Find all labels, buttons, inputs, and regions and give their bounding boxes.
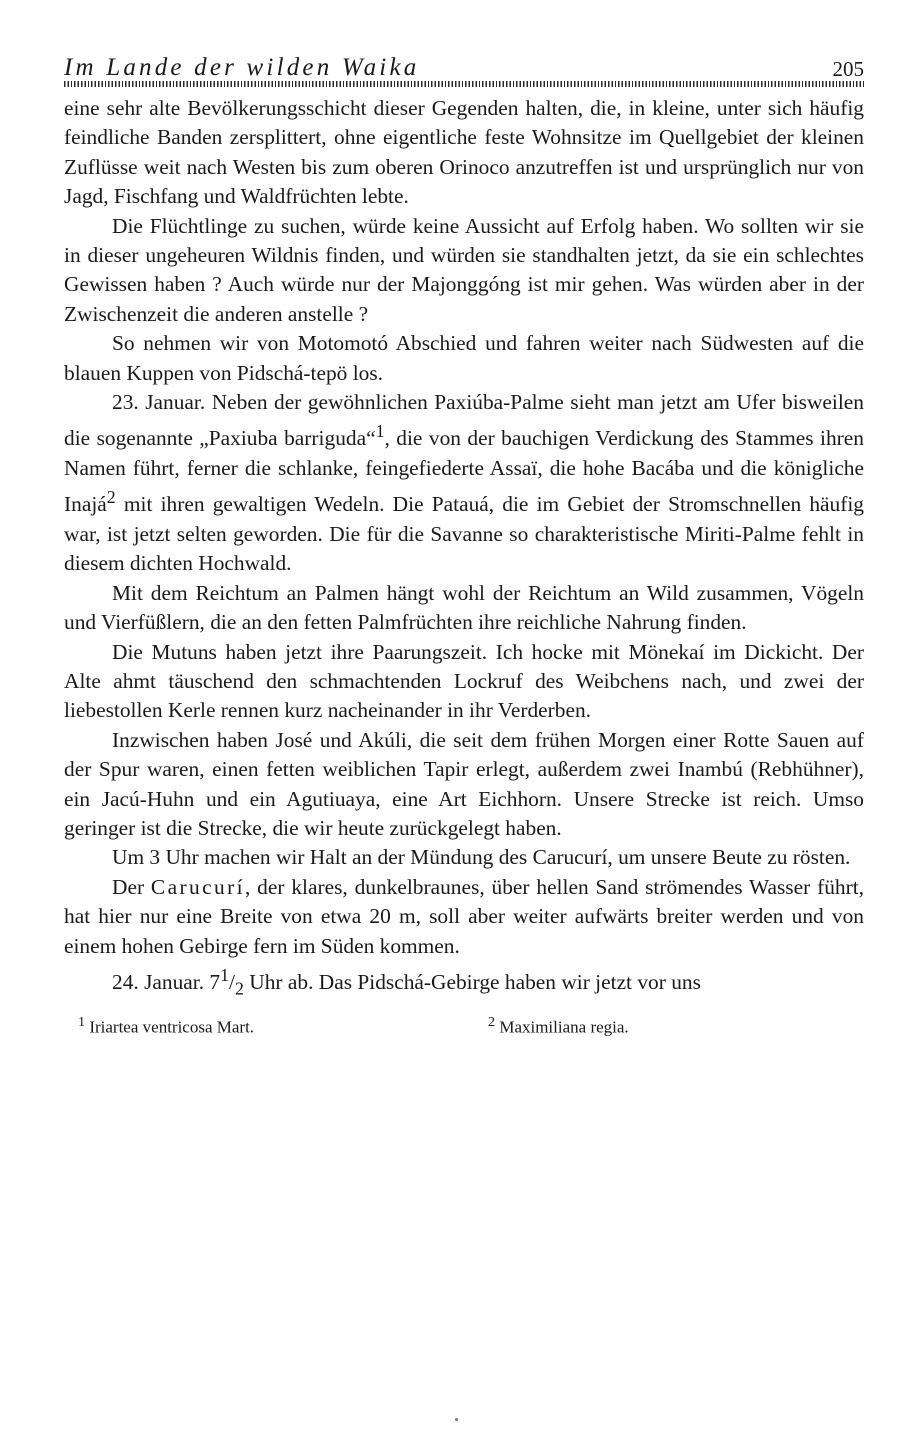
paragraph [64,961,864,1004]
text-run: eine sehr alte Bevölkerungsschicht dieser Gegenden halten, die, in kleine, unter sich häufig feindliche Banden zersplittert, ohne eigentliche feste Wohnsitze im Quellgebiet der kleinen Zuflüsse weit nach Westen bis zum oberen Orinoco anzutreffen ist und ursprünglich nur von Jagd, Fischfang und Waldfrüchten lebte. [64,96,864,209]
book-page [64,52,864,1036]
footnote-marker: 2 [488,1013,496,1030]
text-run: 23. Januar. Neben der gewöhnlichen Paxiúba-Palme sieht man jetzt am Ufer bisweilen die sogenannte „Paxiuba barriguda“ [64,390,864,451]
text-run: Inzwischen haben José und Akúli, die seit dem frühen Morgen einer Rotte Sauen auf der Spur waren, einen fetten weiblichen Tapir erlegt, außerdem zwei Inambú (Rebhühner), ein Jacú-Huhn und ein Agutiuaya, eine Art Eichhorn. Unsere Strecke ist reich. Umso geringer ist die Strecke, die wir heute zurückgelegt haben. [64,727,864,840]
footnote-marker: 1 [78,1013,86,1030]
paragraph [64,638,864,726]
paper-speck [455,1418,458,1421]
footnotes [64,1010,864,1036]
superscript: 1 [220,965,230,986]
paragraph [64,726,864,844]
header-rule [64,81,864,87]
text-run: Die Mutuns haben jetzt ihre Paarungszeit. Ich hocke mit Mönekaí im Dickicht. Der Alte ahmt täuschend den schmachtenden Lockruf des Weibchens nach, und zwei der liebestollen Kerle rennen kurz nacheinander in ihr Verderben. [64,639,864,723]
superscript: 1 [375,421,385,442]
text-run: Die Flüchtlinge zu suchen, würde keine Aussicht auf Erfolg haben. Wo sollten wir sie in dieser ungeheuren Wildnis finden, und würden sie standhalten jetzt, da sie ein schlechtes Gewissen haben ? Auch würde nur der Majonggóng ist mir gehen. Was würden aber in der Zwischenzeit die anderen anstelle ? [64,213,864,326]
footnote-1 [78,1010,254,1040]
footnote-text: Iriartea ventricosa Mart. [89,1017,255,1037]
subscript: 2 [235,978,244,999]
page-number: 205 [832,57,864,81]
text-run: mit ihren gewaltigen Wedeln. Die Patauá, die im Gebiet der Stromschnellen häufig war, ist jetzt selten geworden. Die für die Savanne so charakteristische Miriti-Palme fehlt in diesem dichten Hochwald. [64,492,864,576]
paragraph [64,212,864,330]
text-run: Uhr ab. Das Pidschá-Gebirge haben wir jetzt vor uns [243,970,701,995]
footnote-text: Maximiliana regia. [499,1017,629,1037]
paragraph [64,329,864,388]
paragraph [64,579,864,638]
text-run: 24. Januar. 7 [112,970,221,995]
text-run: Mit dem Reichtum an Palmen hängt wohl der Reichtum an Wild zusammen, Vögeln und Vierfüßlern, die an den fetten Palmfrüchten ihre reichliche Nahrung finden. [64,580,864,635]
paragraph [64,873,864,961]
text-run: , die von der bauchigen Verdickung des Stammes ihren Namen führt, ferner die schlanke, feingefiederte Assaï, die hohe Bacába und die königliche Inajá [64,426,864,517]
page-header [64,52,864,86]
paragraph [64,388,864,579]
text-run: Der [112,874,151,899]
text-run: , der klares, dunkelbraunes, über hellen Sand strömendes Wasser führt, hat hier nur eine Breite von etwa 20 m, soll aber weiter aufwärts breiter werden und von einem hohen Gebirge fern im Süden kommen. [64,874,864,958]
running-title: Im Lande der wilden Waika [64,54,420,81]
text-run: Um 3 Uhr machen wir Halt an der Mündung des Carucurí, um unsere Beute zu rösten. [112,845,851,870]
paragraph [64,843,864,872]
footnote-2 [488,1010,629,1040]
spaced-name: Carucurí [150,874,245,899]
text-run: / [229,970,235,995]
superscript: 2 [106,487,116,508]
body-text [64,94,864,1004]
paragraph [64,94,864,212]
text-run: So nehmen wir von Motomotó Abschied und fahren weiter nach Südwesten auf die blauen Kuppen von Pidschá-tepö los. [64,331,864,385]
